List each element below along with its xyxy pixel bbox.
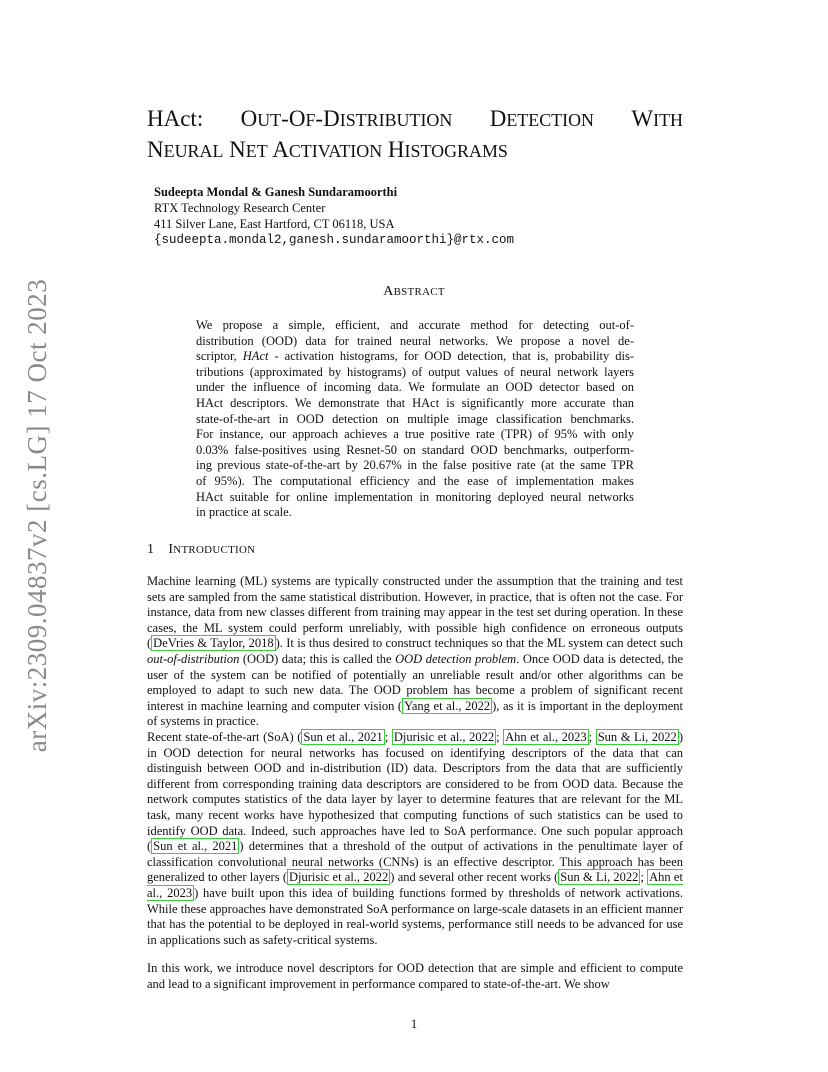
text-run: ; bbox=[640, 870, 648, 885]
abstract-line: state-of-the-art in OOD detection on multiple image classification benchmarks. bbox=[196, 411, 634, 426]
text-run: ) have built upon this idea of building functions formed by thresholds of network activations. While these approaches have demonstrated SoA performance on large-scale datasets in an efficient manner that has the potential to be deployed in real-world systems, performance still needs to be advanced for use in applications such as safety-critical systems. bbox=[147, 885, 683, 947]
text-run: Machine learning (ML) systems are typically constructed under the assumption that the training and test sets are sampled from the same statistical distribution. However, in practice, that is often not the case. For instance, data from new classes different from training may appear in the test set during operation. In these cases, the ML system could perform unreliably, with possible high confidence on erroneous outputs ( bbox=[147, 574, 683, 651]
abstract-text bbox=[196, 318, 634, 521]
emphasis: out-of-distribution bbox=[147, 651, 240, 666]
title-word: WITH bbox=[631, 106, 683, 131]
section-title: INTRODUCTION bbox=[168, 542, 256, 557]
text-run: (OOD) data; this is called the bbox=[239, 651, 396, 666]
title-line-2: NEURAL NET ACTIVATION HISTOGRAMS bbox=[147, 137, 508, 162]
citation-link[interactable]: Djurisic et al., 2022 bbox=[289, 870, 389, 885]
title-word: HAct: bbox=[147, 106, 204, 131]
citation-link[interactable]: DeVries & Taylor, 2018 bbox=[153, 636, 274, 651]
section-heading bbox=[147, 542, 255, 558]
citation-link[interactable]: Djurisic et al., 2022 bbox=[393, 730, 495, 744]
title-word: DETECTION bbox=[489, 106, 595, 131]
intro-paragraph-2 bbox=[147, 730, 683, 948]
text-run: ; bbox=[496, 730, 504, 744]
text-run: ; bbox=[588, 730, 596, 744]
abstract-line: HAct descriptors. We demonstrate that HAct is significantly more accurate than bbox=[196, 395, 634, 410]
citation-link[interactable]: Sun et al., 2021 bbox=[153, 839, 238, 854]
abstract-line: HAct suitable for online implementation in monitoring deployed neural networks bbox=[196, 489, 634, 504]
abstract-line: tributions (approximated by histograms) of output values of neural network layers bbox=[196, 364, 634, 379]
title-line-1 bbox=[147, 104, 683, 135]
intro-paragraph-3 bbox=[147, 961, 683, 992]
abstract-line: For instance, our approach achieves a true positive rate (TPR) of 95% with only bbox=[196, 427, 634, 442]
abstract-line: of 95%). The computational efficiency and the ease of implementation makes bbox=[196, 473, 634, 488]
text-run: ). It is thus desired to construct techniques so that the ML system can detect such bbox=[275, 636, 684, 651]
text-run: ; bbox=[384, 730, 392, 744]
arxiv-identifier-sidebar bbox=[16, 278, 60, 752]
text-run: ) in OOD detection for neural networks has focused on identifying descriptors of the data that can distinguish between OOD and in-distribution (ID) data. Descriptors from the data that are sufficiently different from corresponding training data descriptors are considered to be from OOD data. Because the network computes statistics of the data layer by layer to determine features that are relevant for the ML task, many recent works have hypothesized that computing functions of such statistics can be used to identify OOD data. Indeed, such approaches have led to SoA performance. One such popular approach ( bbox=[147, 730, 683, 854]
author-email: {sudeepta.mondal2,ganesh.sundaramoorthi}@rtx.com bbox=[154, 233, 515, 247]
citation-link[interactable]: Yang et al., 2022 bbox=[404, 698, 491, 713]
abstract-line: We propose a simple, efficient, and accurate method for detecting out-of- bbox=[196, 318, 634, 332]
intro-paragraph-1 bbox=[147, 574, 683, 730]
text-run: Recent state-of-the-art (SoA) ( bbox=[147, 730, 302, 744]
paper-title bbox=[147, 104, 683, 166]
citation-link[interactable]: Sun & Li, 2022 bbox=[597, 730, 677, 744]
text-run: In this work, we introduce novel descriptors for OOD detection that are simple and efficient to compute and lead to a significant improvement in performance compared to state-of-the-art. We show bbox=[147, 961, 683, 991]
page-number: 1 bbox=[410, 1016, 418, 1031]
abstract-line: ing previous state-of-the-art by 20.67% in the false positive rate (at the same TPR bbox=[196, 458, 634, 473]
arxiv-id-text: arXiv:2309.04837v2 [cs.LG] 17 Oct 2023 bbox=[22, 278, 53, 752]
citation-link[interactable]: Ahn et al., 2023 bbox=[505, 730, 587, 744]
text-run: ) determines that a threshold of the output of activations in the penultimate layer of classification convolutional neural networks (CNNs) is an effective descriptor. This approach has been generalized to other layers ( bbox=[147, 839, 683, 885]
citation-link[interactable]: Sun et al., 2021 bbox=[303, 730, 383, 744]
abstract-line: in practice at scale. bbox=[196, 505, 292, 520]
text-run: . Once OOD data is detected, the user of the system can be notified of potentially an unreliable result and/or other algorithms can be employed to adapt to such new data. The OOD problem has become a problem of significant recent interest in machine learning and computer vision ( bbox=[147, 651, 684, 713]
text-run: ) and several other recent works ( bbox=[390, 870, 559, 885]
author-address: 411 Silver Lane, East Hartford, CT 06118, USA bbox=[154, 217, 395, 231]
abstract-line: scriptor, HAct - activation histograms, for OOD detection, that is, probability dis- bbox=[196, 349, 634, 364]
citation-link[interactable]: Ahn et al., 2023 bbox=[147, 870, 683, 900]
emphasis: OOD detection problem bbox=[395, 651, 517, 666]
abstract-line: under the influence of incoming data. We formulate an OOD detector based on bbox=[196, 380, 634, 395]
author-affiliation: RTX Technology Research Center bbox=[154, 201, 326, 215]
abstract-heading: ABSTRACT bbox=[383, 284, 445, 299]
section-number: 1 bbox=[147, 542, 155, 557]
title-word: OUT-OF-DISTRIBUTION bbox=[240, 106, 453, 131]
abstract-line: 0.03% false-positives using Resnet-50 on standard OOD benchmarks, outperform- bbox=[196, 442, 634, 457]
author-block bbox=[154, 184, 514, 248]
citation-link[interactable]: Sun & Li, 2022 bbox=[560, 870, 639, 885]
abstract-line: distribution (OOD) data for trained neural networks. We propose a novel de- bbox=[196, 333, 634, 348]
author-names: Sudeepta Mondal & Ganesh Sundaramoorthi bbox=[154, 185, 398, 199]
text-run: ), as it is important in the deployment of systems in practice. bbox=[147, 698, 683, 729]
